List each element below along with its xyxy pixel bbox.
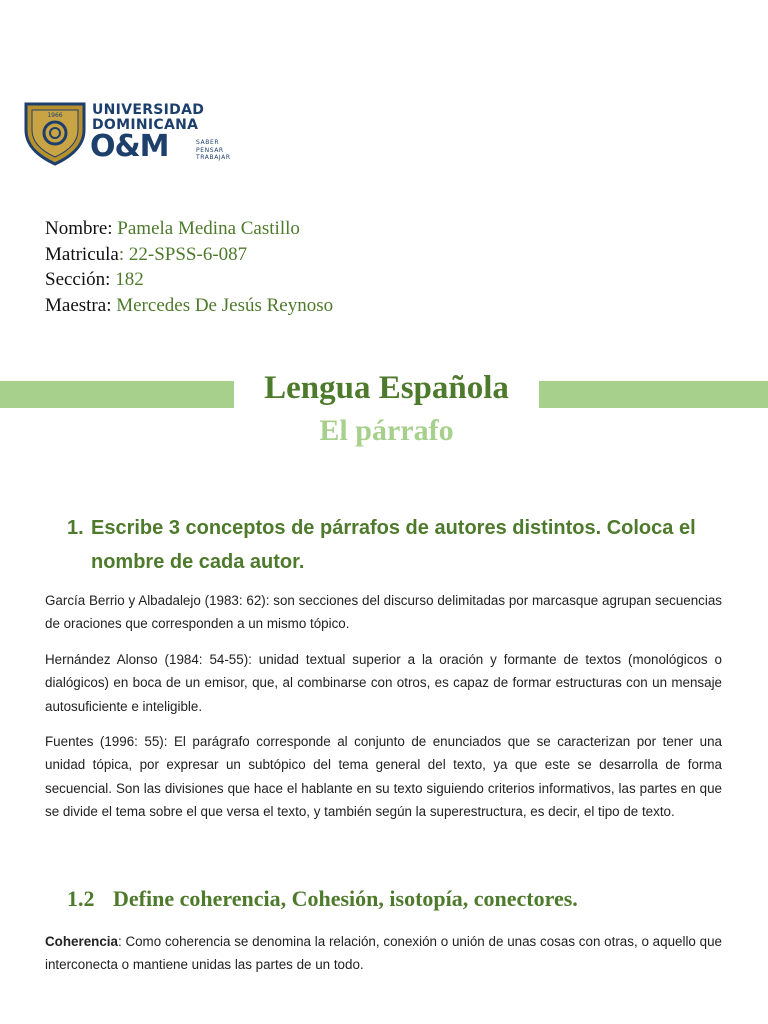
paragraph-garcia: García Berrio y Albadalejo (1983: 62): son secciones del discurso delimitadas por marcasque agrupan secuencias de oraciones que corresponden a un mismo tópico. [45,593,722,632]
logo-line-1: UNIVERSIDAD [92,102,205,118]
info-label: Sección [45,269,106,290]
page-title: Lengua Española [264,370,509,406]
question-number: 1. [67,517,84,539]
logo-brand: O&M [90,129,169,164]
info-label: Matricula [45,243,119,265]
info-label: Nombre [45,218,108,239]
info-row-seccion: Sección: 182 [45,269,144,290]
paragraph-coherencia [45,930,722,977]
paragraph-hernandez: Hernández Alonso (1984: 54-55): unidad textual superior a la oración y formante de textos (monológicos o dialógicos) en boca de un emisor, que, al combinarse con otros, es capaz de formar estructuras con un mensaje autosuficiente e inteligible. [45,652,722,714]
title-bar-right [539,381,768,408]
student-info [45,216,333,318]
motto-word: SABER [196,139,220,146]
info-row-name: Nombre: Pamela Medina Castillo [45,218,300,239]
question-2 [67,886,578,912]
definition-text: : Como coherencia se denomina la relación, conexión o unión de unas cosas con otras, o aquello que interconecta o mantiene unidas las partes de un todo. [45,934,722,973]
question-text: Escribe 3 conceptos de párrafos de autores distintos. Coloca el nombre de cada autor. [91,517,696,573]
page-subtitle: El párrafo [319,414,454,447]
motto-word: TRABAJAR [196,154,231,161]
university-logo [24,100,244,166]
info-value: 22-SPSS-6-087 [128,243,248,265]
title-bar-left [0,381,234,408]
info-label: Maestra [45,294,107,316]
shield-icon [24,100,86,166]
logo-line-2: DOMINICANA [92,117,199,133]
paragraph-fuentes: Fuentes (1996: 55): El parágrafo corresponde al conjunto de enunciados que se caracterizan por tener una unidad tópica, por expresar un subtópico del tema general del texto, ya que este se desarrolla de forma secuencial. Son las divisiones que hace el hablante en su texto siguiendo criterios informativos, las partes en que se divide el tema sobre el que versa el texto, y también según la superestructura, es decir, el tipo de texto. [45,734,722,820]
logo-motto [196,139,231,162]
info-value: 182 [115,269,144,290]
info-row-matricula: Matricula: 22-SPSS-6-087 [45,243,248,265]
info-value: Pamela Medina Castillo [117,218,300,239]
motto-word: PENSAR [196,146,224,154]
shield-year: 1966 [47,112,63,119]
question-1 [67,511,737,579]
info-value: Mercedes De Jesús Reynoso [116,294,334,316]
question-text: Define coherencia, Cohesión, isotopía, conectores. [113,886,578,911]
question-number: 1.2 [67,886,95,911]
info-row-maestra: Maestra: Mercedes De Jesús Reynoso [45,294,334,316]
term-coherencia: Coherencia [45,934,118,949]
